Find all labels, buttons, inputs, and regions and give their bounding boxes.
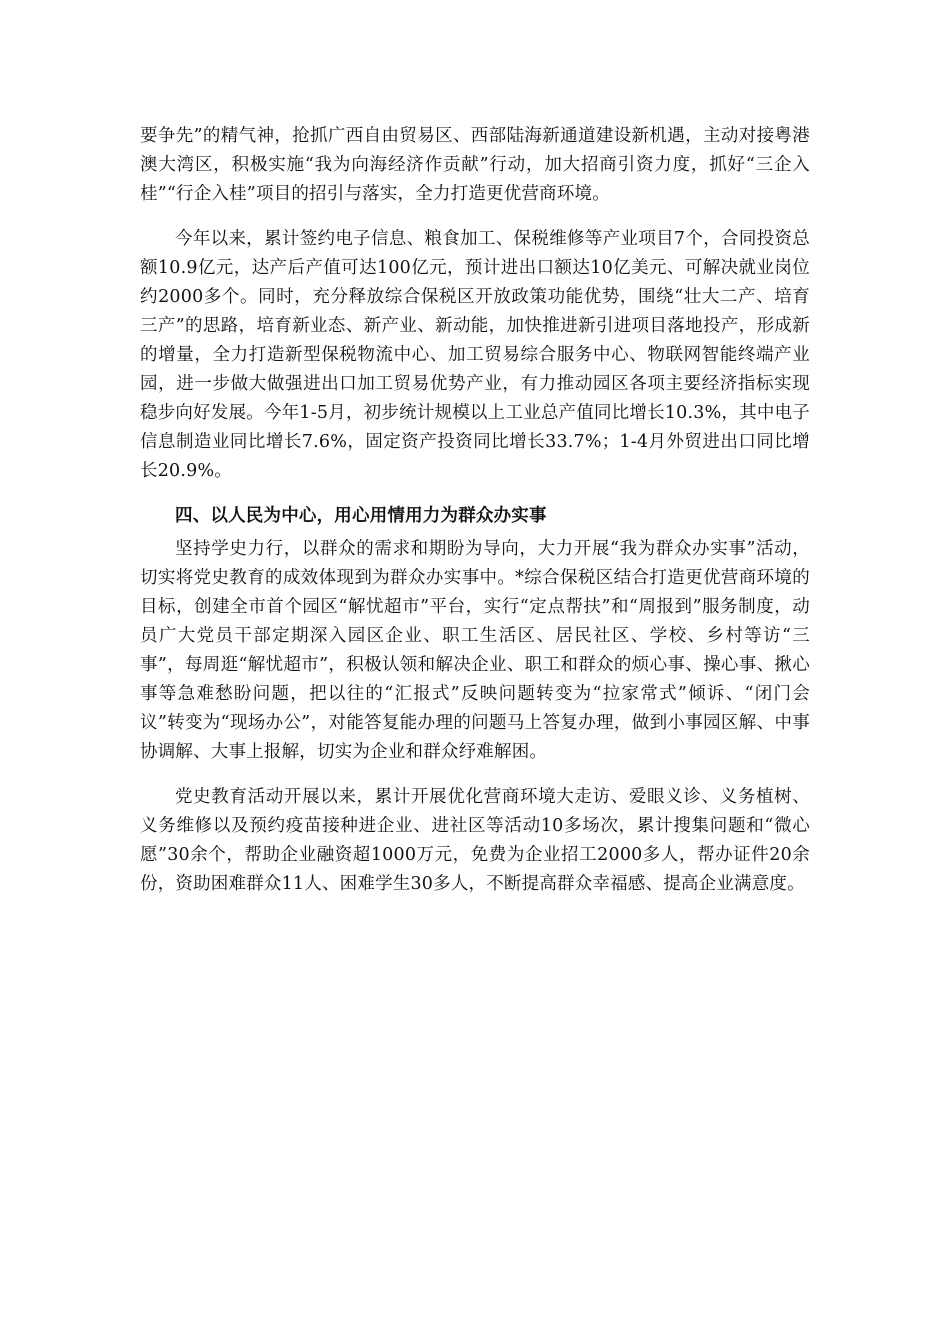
document-page (140, 122, 810, 915)
paragraph-service: 坚持学史力行，以群众的需求和期盼为导向，大力开展“我为群众办实事”活动，切实将党史教育的成效体现到为群众办实事中。*综合保税区结合打造更优营商环境的目标，创建全市首个园区“解忧超市”平台，实行“定点帮扶”和“周报到”服务制度，动员广大党员干部定期深入园区企业、职工生活区、居民社区、学校、乡村等访“三事”，每周逛“解忧超市”，积极认领和解决企业、职工和群众的烦心事、操心事、揪心事等急难愁盼问题，把以往的“汇报式”反映问题转变为“拉家常式”倾诉、“闭门会议”转变为“现场办公”，对能答复能办理的问题马上答复办理，做到小事园区解、中事协调解、大事上报解，切实为企业和群众纾难解困。 (140, 539, 810, 762)
paragraph-activities: 党史教育活动开展以来，累计开展优化营商环境大走访、爱眼义诊、义务植树、义务维修以及预约疫苗接种进企业、进社区等活动10多场次，累计搜集问题和“微心愿”30余个，帮助企业融资超1000万元，免费为企业招工2000多人，帮办证件20余份，资助困难群众11人、困难学生30多人，不断提高群众幸福感、提高企业满意度。 (140, 787, 810, 894)
paragraph-investment: 今年以来，累计签约电子信息、粮食加工、保税维修等产业项目7个，合同投资总额10.9亿元，达产后产值可达100亿元，预计进出口额达10亿美元、可解决就业岗位约2000多个。同时，充分释放综合保税区开放政策功能优势，围绕“壮大二产、培育三产”的思路，培育新业态、新产业、新动能，加快推进新引进项目落地投产，形成新的增量，全力打造新型保税物流中心、加工贸易综合服务中心、物联网智能终端产业园，进一步做大做强进出口加工贸易优势产业，有力推动园区各项主要经济指标实现稳步向好发展。今年1-5月，初步统计规模以上工业总产值同比增长10.3%，其中电子信息制造业同比增长7.6%，固定资产投资同比增长33.7%；1-4月外贸进出口同比增长20.9%。 (140, 229, 810, 481)
section-heading: 四、以人民为中心，用心用情用力为群众办实事 (175, 506, 547, 526)
paragraph-continuation: 要争先”的精气神，抢抓广西自由贸易区、西部陆海新通道建设新机遇，主动对接粤港澳大湾区，积极实施“我为向海经济作贡献”行动，加大招商引资力度，抓好“三企入桂”“行企入桂”项目的招引与落实，全力打造更优营商环境。 (140, 126, 810, 204)
